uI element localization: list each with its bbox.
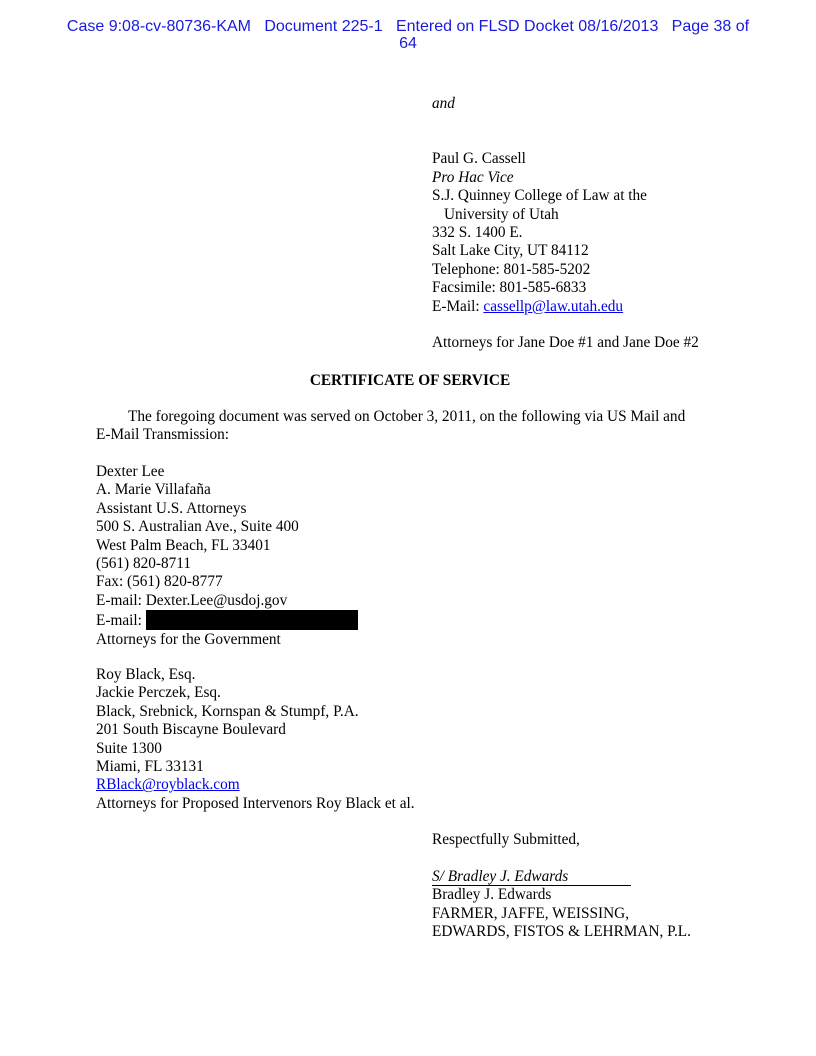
counsel-name: Paul G. Cassell — [432, 150, 526, 168]
intervenor-line: Miami, FL 33131 — [96, 758, 204, 776]
counsel-block — [432, 95, 699, 353]
redaction-bar — [146, 610, 358, 630]
intervenor-line: 201 South Biscayne Boulevard — [96, 721, 286, 739]
government-service-block — [96, 463, 358, 649]
counsel-school-2: University of Utah — [444, 205, 559, 223]
intervenor-line: Black, Srebnick, Kornspan & Stumpf, P.A. — [96, 702, 359, 720]
intervenor-line: Suite 1300 — [96, 739, 162, 757]
closing: Respectfully Submitted, — [432, 831, 580, 848]
gov-line: (561) 820-8711 — [96, 555, 192, 573]
counsel-status: Pro Hac Vice — [432, 168, 514, 186]
intervenor-line: Jackie Perczek, Esq. — [96, 684, 221, 702]
certificate-text-1: The foregoing document was served on October 3, 2011, on the following via US Mail and — [128, 408, 686, 425]
signer-name: Bradley J. Edwards — [432, 886, 552, 904]
firm-name-2: EDWARDS, FISTOS & LEHRMAN, P.L. — [432, 923, 691, 941]
counsel-telephone: Telephone: 801-585-5202 — [432, 260, 591, 278]
intervenor-line: Roy Black, Esq. — [96, 666, 196, 683]
gov-email-2 — [96, 610, 358, 630]
gov-line: West Palm Beach, FL 33401 — [96, 536, 271, 554]
firm-name-1: FARMER, JAFFE, WEISSING, — [432, 904, 630, 922]
signature-block — [432, 831, 691, 941]
docket-header-line1: Case 9:08-cv-80736-KAM Document 225-1 Entered on FLSD Docket 08/16/2013 Page 38 of — [66, 18, 750, 35]
certificate-paragraph — [96, 408, 685, 445]
gov-email-1: E-mail: Dexter.Lee@usdoj.gov — [96, 591, 288, 609]
gov-line: A. Marie Villafaña — [96, 481, 211, 499]
gov-line: Dexter Lee — [96, 463, 165, 480]
certificate-title: CERTIFICATE OF SERVICE — [309, 372, 511, 389]
intervenor-email-link[interactable]: RBlack@royblack.com — [96, 776, 240, 794]
intervenor-role: Attorneys for Proposed Intervenors Roy Black et al. — [96, 794, 415, 812]
certificate-text-2: E-Mail Transmission: — [96, 426, 230, 444]
gov-line: 500 S. Australian Ave., Suite 400 — [96, 518, 299, 536]
email-label: E-mail: — [96, 612, 146, 630]
counsel-facsimile: Facsimile: 801-585-6833 — [432, 279, 587, 297]
e-signature: S/ Bradley J. Edwards — [432, 869, 631, 886]
docket-header — [0, 18, 816, 52]
gov-role: Attorneys for the Government — [96, 630, 281, 648]
counsel-email-line — [432, 298, 699, 316]
email-label: E-Mail: — [432, 297, 484, 315]
gov-line: Assistant U.S. Attorneys — [96, 499, 247, 517]
counsel-city: Salt Lake City, UT 84112 — [432, 242, 589, 260]
counsel-street: 332 S. 1400 E. — [432, 224, 523, 242]
intervenors-service-block — [96, 666, 415, 813]
conjunction: and — [432, 95, 455, 112]
counsel-school: S.J. Quinney College of Law at the — [432, 187, 647, 205]
docket-header-line2: 64 — [399, 35, 417, 52]
counsel-email-link[interactable]: cassellp@law.utah.edu — [483, 297, 624, 315]
counsel-role: Attorneys for Jane Doe #1 and Jane Doe #2 — [432, 334, 699, 352]
gov-line: Fax: (561) 820-8777 — [96, 573, 223, 591]
